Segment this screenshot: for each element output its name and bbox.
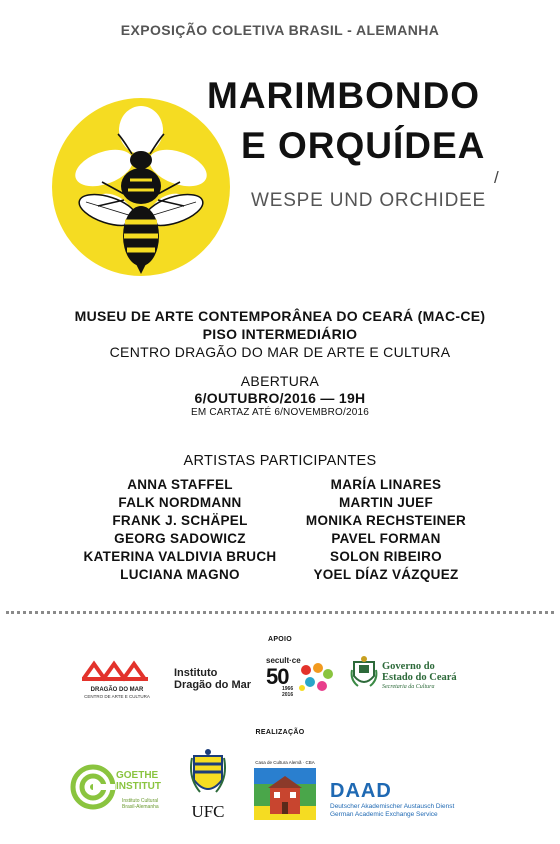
venue-line-1: MUSEU DE ARTE CONTEMPORÂNEA DO CEARÁ (MAC-CE): [74, 308, 486, 324]
artist-name: GEORG SADOWICZ: [114, 531, 246, 546]
title-line-2: E ORQUÍDEA: [241, 125, 486, 166]
artist-name: LUCIANA MAGNO: [120, 567, 240, 582]
secult-year-start: 1966: [282, 686, 294, 692]
artist-name: KATERINA VALDIVIA BRUCH: [83, 549, 277, 564]
artists-right-column: [300, 476, 472, 584]
secult-leaves-icon: [298, 662, 334, 694]
goethe-spiral-icon: [70, 764, 116, 810]
ufc-logo: [188, 748, 228, 824]
title-slash: /: [494, 168, 499, 187]
instituto-line-1: Instituto: [174, 667, 218, 679]
artist-name: FRANK J. SCHÄPEL: [112, 513, 248, 528]
governo-ceara-logo: [350, 656, 480, 696]
goethe-line-3: Instituto Cultural: [122, 798, 159, 804]
artists-left-column: [60, 476, 300, 584]
goethe-line-1: GOETHE: [116, 770, 159, 781]
secult-year-end: 2016: [282, 692, 294, 698]
ufc-shield-icon: [190, 748, 226, 800]
goethe-institut-logo: [70, 764, 170, 814]
instituto-dragao-logo: [174, 667, 251, 691]
title-line-1: MARIMBONDO: [207, 75, 481, 116]
artist-name: MARÍA LINARES: [330, 477, 442, 492]
casa-title: Casa de Cultura Alemã · CBA: [255, 760, 315, 765]
dragao-do-mar-icon: [80, 660, 154, 682]
artist-name: ANNA STAFFEL: [127, 477, 233, 492]
goethe-line-2: INSTITUT: [116, 781, 161, 792]
governo-line-3: Secretaria da Cultura: [382, 684, 435, 690]
goethe-line-4: Brasil-Alemanha: [122, 804, 159, 810]
apoio-label: APOIO: [267, 636, 293, 643]
ceara-coat-of-arms-icon: [350, 656, 378, 690]
artist-name: MARTIN JUEF: [338, 495, 434, 510]
secult-name: secult·ce: [266, 656, 301, 665]
artist-name: YOEL DÍAZ VÁZQUEZ: [313, 567, 459, 582]
venue-line-3: CENTRO DRAGÃO DO MAR DE ARTE E CULTURA: [109, 344, 451, 360]
secult-ce-50-logo: [266, 656, 336, 700]
ufc-text: UFC: [191, 802, 225, 821]
artist-name: PAVEL FORMAN: [331, 531, 441, 546]
artist-name: SOLON RIBEIRO: [330, 549, 442, 564]
instituto-line-2: Dragão do Mar: [174, 679, 252, 691]
opening-date: 6/OUTUBRO/2016 — 19H: [194, 390, 366, 406]
daad-logo: [330, 780, 500, 824]
daad-acronym: DAAD: [330, 780, 392, 802]
daad-line-1: Deutscher Akademischer Austausch Dienst: [330, 803, 455, 810]
dragao-do-mar-logo: [80, 660, 154, 700]
casa-building-icon: [254, 768, 316, 820]
governo-line-1: Governo do: [382, 661, 435, 672]
exhibition-kicker: EXPOSIÇÃO COLETIVA BRASIL - ALEMANHA: [120, 22, 440, 38]
artists-title: ARTISTAS PARTICIPANTES: [183, 453, 377, 469]
opening-label: ABERTURA: [240, 373, 320, 389]
opening-note: EM CARTAZ ATÉ 6/NOVEMBRO/2016: [190, 407, 370, 418]
artist-name: MONIKA RECHSTEINER: [305, 513, 467, 528]
subtitle-german: WESPE UND ORCHIDEE: [251, 190, 487, 211]
artist-name: FALK NORDMANN: [118, 495, 242, 510]
casa-cultura-alema-logo: [252, 760, 318, 822]
dragao-title: DRAGÃO DO MAR: [90, 687, 144, 693]
daad-line-2: German Academic Exchange Service: [330, 811, 438, 818]
realizacao-label: REALIZAÇÃO: [255, 729, 305, 736]
secult-fifty: 50: [266, 664, 289, 689]
bee-orchid-logo: [52, 98, 230, 276]
venue-line-2: PISO INTERMEDIÁRIO: [202, 326, 358, 342]
dotted-divider: [6, 611, 554, 614]
dragao-subtitle: CENTRO DE ARTE E CULTURA: [84, 694, 150, 699]
governo-line-2: Estado do Ceará: [382, 672, 457, 683]
